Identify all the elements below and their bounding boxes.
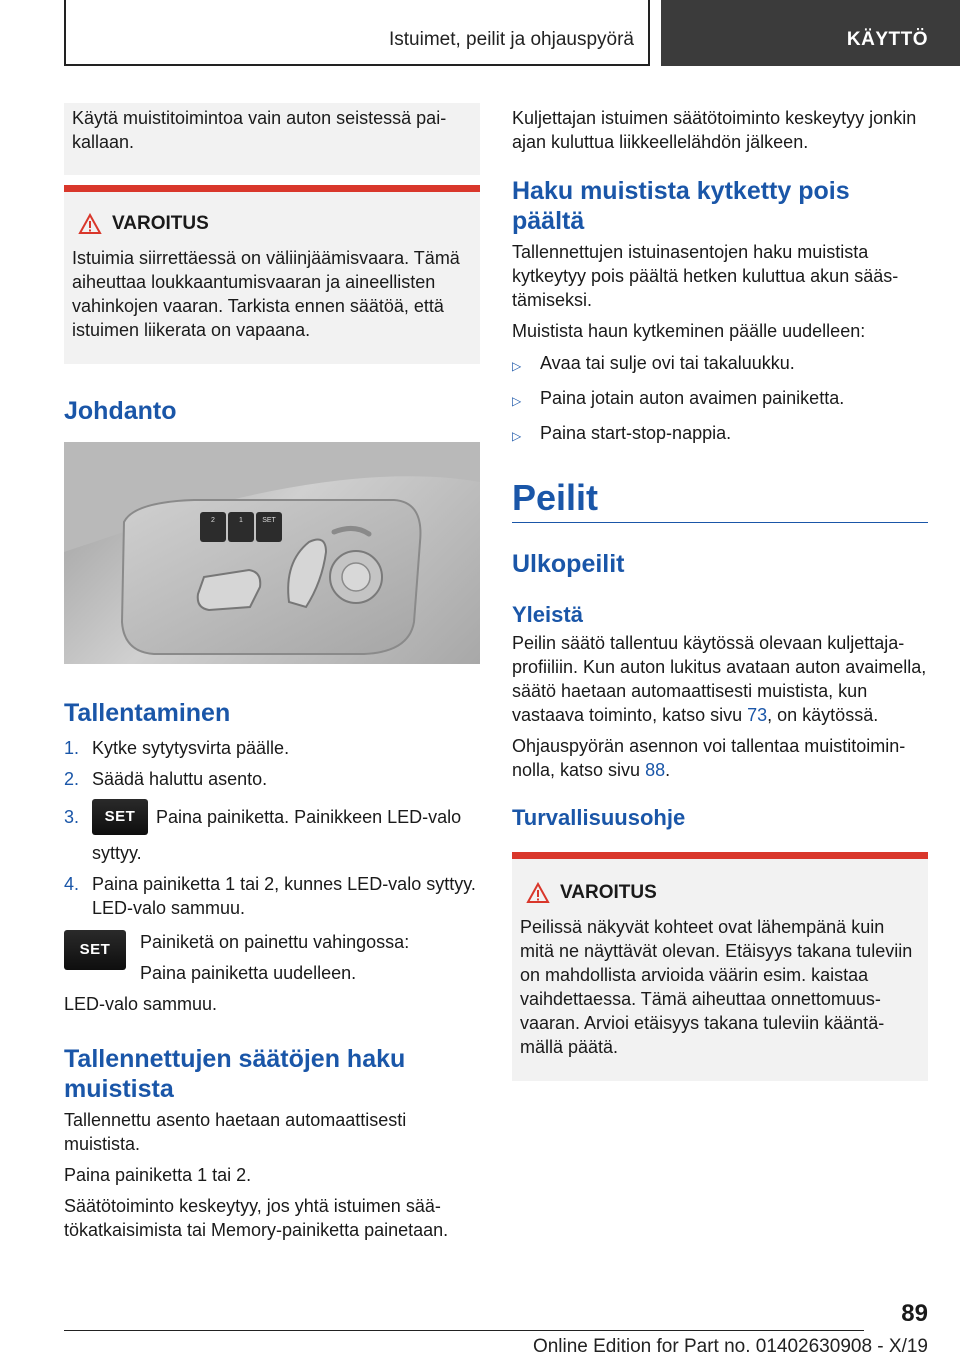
seat-controls-illustration — [64, 442, 480, 664]
header-title-box — [64, 0, 650, 66]
recall-off-paragraph-1: Tallennettujen istuinasentojen haku muistista kytkeytyy pois päältä hetken kuluttua akun säästämiseksi. — [512, 242, 899, 310]
mispress-line-1: Painiketä on painettu vahingossa: — [140, 932, 410, 952]
mispress-note — [64, 930, 480, 992]
warning-title: VAROITUS — [560, 882, 657, 903]
set-button-icon: SET — [64, 930, 126, 970]
heading-rule — [512, 522, 928, 523]
reactivate-list — [512, 351, 928, 448]
recall-paragraph-1: Tallennettu asento haetaan automaattisesti muistista. — [64, 1110, 407, 1154]
step-number: 2. — [64, 769, 80, 789]
list-item — [512, 386, 928, 413]
warning-header — [520, 881, 918, 905]
triangle-bullet-icon: ▷ — [512, 429, 522, 443]
interrupt-paragraph: Kuljettajan istuimen säätötoiminto keskeytyy jonkin ajan kuluttua liikkeellelähdön jälkeen. — [512, 108, 917, 152]
warning-triangle-icon — [520, 882, 560, 904]
warning-triangle-icon — [72, 213, 112, 235]
list-item — [64, 736, 480, 760]
warning-text: Istuimia siirrettäessä on väliinjäämisvaara. Tämä aiheuttaa loukkaantumisvaaran ja aineellisten vahinkojen vaaran. Tarkista ennen säätöä, että istuimen liikerata on vapaana. — [72, 248, 460, 340]
step-text: Kytke sytytysvirta päälle. — [92, 738, 290, 758]
yleista-paragraph-1: Peilin säätö tallentuu käytössä olevaan kuljettajaprofiiliin. Kun auton lukitus avataan auton avaimella, säätö haetaan automaattisesti muistista, kun vastaava toiminto, katso sivu 73, on käytössä. — [512, 633, 927, 725]
warning-header — [72, 212, 470, 236]
right-column — [512, 106, 928, 1081]
triangle-bullet-icon: ▷ — [512, 394, 522, 408]
intro-note-box — [64, 103, 480, 175]
step-number: 1. — [64, 738, 80, 758]
store-steps-list — [64, 736, 480, 920]
led-off-text: LED-valo sammuu. — [64, 994, 218, 1014]
intro-note: Käytä muistitoimintoa vain auton seistessä paikallaan. — [72, 108, 447, 152]
step-number: 3. — [64, 807, 80, 827]
memory-button-set-label: SET — [262, 517, 276, 524]
step-number: 4. — [64, 874, 80, 894]
subsection-heading-turvallisuusohje: Turvallisuusohje — [512, 805, 686, 830]
set-button-icon: SET — [92, 799, 148, 835]
chapter-title: Istuimet, peilit ja ohjauspyörä — [388, 29, 634, 50]
recall-paragraph-2: Paina painiketta 1 tai 2. — [64, 1165, 252, 1185]
yleista-paragraph-2: Ohjauspyörän asennon voi tallentaa muistitoiminnolla, katso sivu 88. — [512, 736, 906, 780]
seat-controls-photo — [64, 442, 480, 664]
left-column — [64, 103, 480, 1249]
recall-paragraph-3: Säätötoiminto keskeytyy, jos yhtä istuimen säätökatkaisimista tai Memory-painiketta painetaan. — [64, 1196, 449, 1240]
bullet-text: Paina start-stop-nappia. — [540, 423, 732, 443]
list-item — [64, 767, 480, 791]
step-text: Paina painiketta. Painikkeen LED-valo syttyy. — [92, 807, 462, 863]
section-heading-ulkopeilit: Ulkopeilit — [512, 550, 625, 578]
list-item — [64, 872, 480, 920]
warning-text: Peilissä näkyvät kohteet ovat lähempänä kuin mitä ne näyttävät olevan. Etäisyys takana tuleviin on mahdollista arvioida väärin esim. kaistaa vaihdettaessa. Tämä aiheuttaa onnettomuusvaaran. Arvioi etäisyys takana tuleviin kääntämällä päätä. — [520, 917, 913, 1057]
recall-off-paragraph-2: Muistista haun kytkeminen päälle uudelleen: — [512, 321, 866, 341]
warning-box-seats — [64, 185, 480, 364]
list-item — [512, 421, 928, 448]
warning-box-mirrors — [512, 852, 928, 1081]
chapter-heading-peilit: Peilit — [512, 477, 599, 518]
footer-rule — [64, 1330, 864, 1331]
memory-buttons — [200, 512, 282, 542]
bullet-text: Paina jotain auton avaimen painiketta. — [540, 388, 845, 408]
list-item — [512, 351, 928, 378]
memory-button-2-label: 2 — [211, 517, 215, 524]
page-link-73[interactable]: 73 — [747, 705, 768, 725]
section-heading-recall: Tallennettujen säätöjen haku muistista — [64, 1045, 406, 1103]
list-item — [64, 805, 480, 865]
mispress-line-2: Paina painiketta uudelleen. — [140, 963, 357, 983]
triangle-bullet-icon: ▷ — [512, 359, 522, 373]
memory-button-1-label: 1 — [239, 517, 243, 524]
chapter-tab — [661, 0, 960, 66]
edition-text: Online Edition for Part no. 01402630908 - X/19 — [532, 1336, 928, 1357]
bullet-text: Avaa tai sulje ovi tai takaluukku. — [540, 353, 795, 373]
step-text: Paina painiketta 1 tai 2, kunnes LED-valo syttyy. LED-valo sammuu. — [92, 874, 476, 918]
section-heading-johdanto: Johdanto — [64, 397, 177, 425]
page-link-88[interactable]: 88 — [645, 760, 666, 780]
warning-title: VAROITUS — [112, 213, 209, 234]
page-number: 89 — [901, 1300, 928, 1327]
section-heading-tallentaminen: Tallentaminen — [64, 699, 231, 727]
chapter-tab-label: KÄYTTÖ — [846, 29, 928, 50]
step-text: Säädä haluttu asento. — [92, 769, 268, 789]
subsection-heading-yleista: Yleistä — [512, 602, 583, 627]
section-heading-recall-off: Haku muistista kytketty pois päältä — [512, 177, 850, 235]
